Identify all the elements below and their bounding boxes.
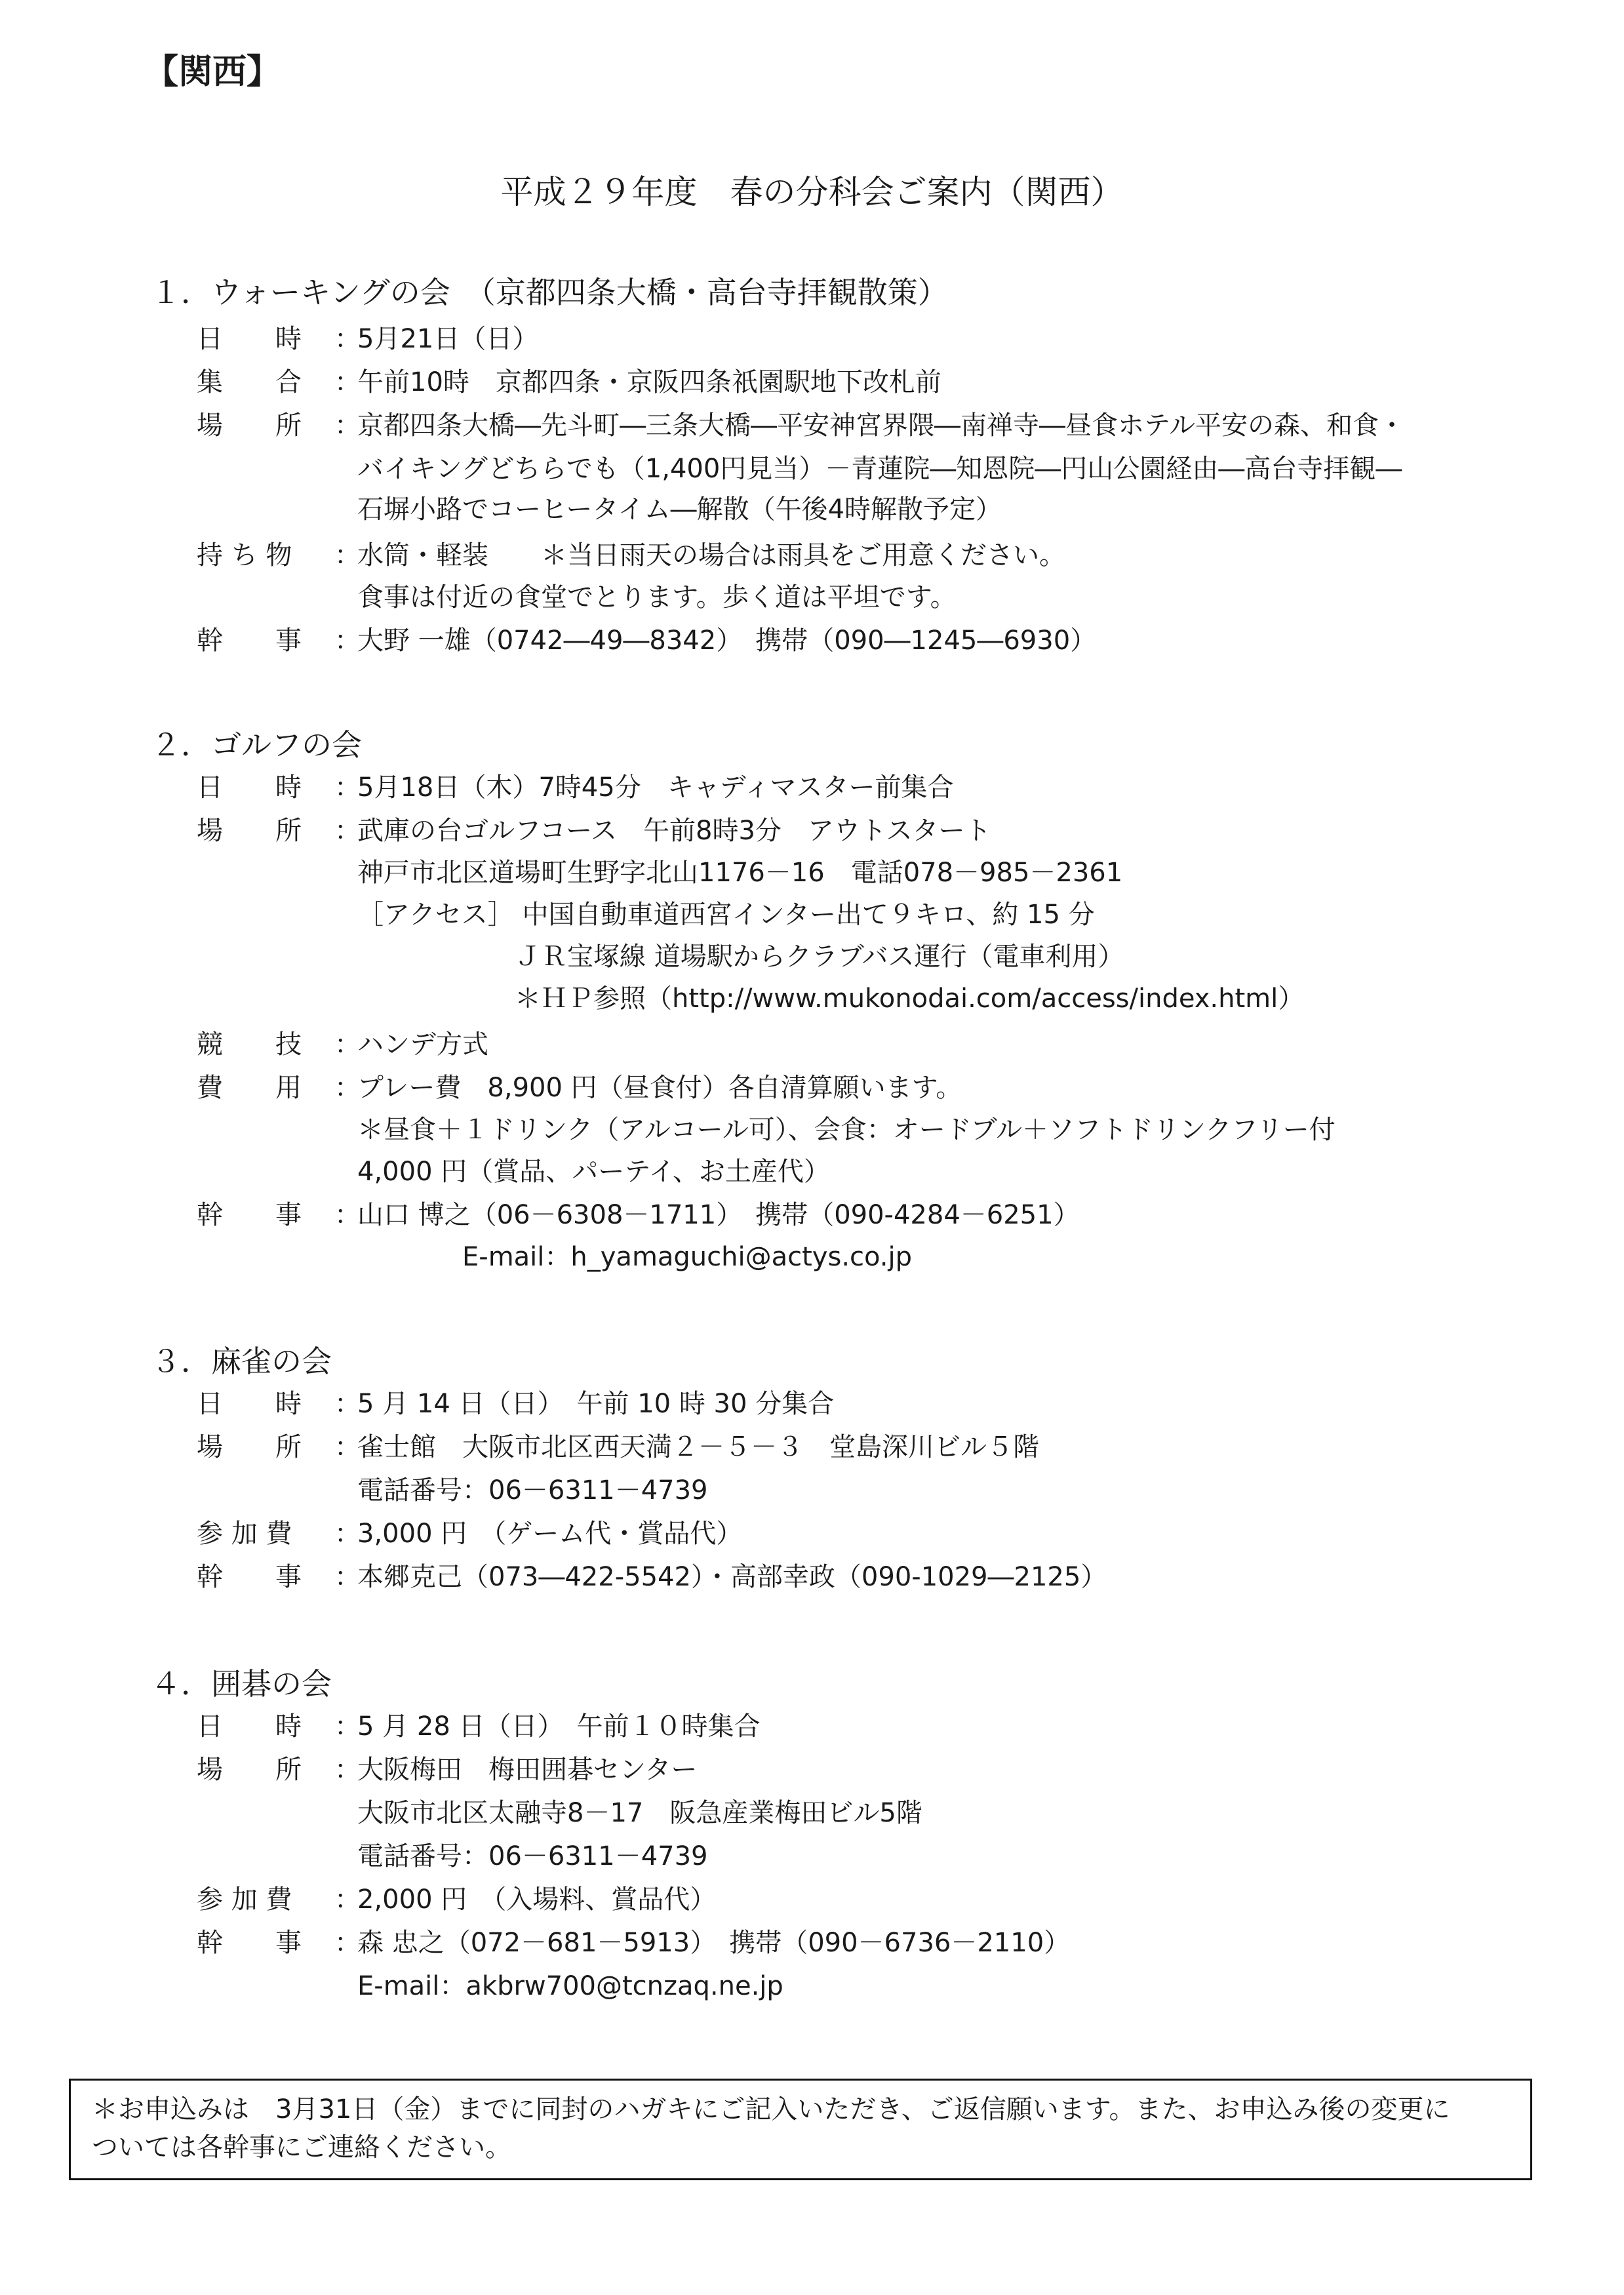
row-label: 場 所 bbox=[197, 1755, 302, 1785]
row-colon: ： bbox=[334, 1711, 361, 1742]
row-colon: ： bbox=[334, 1562, 361, 1592]
row-value: 2,000 円 （入場料、賞品代） bbox=[357, 1885, 717, 1915]
row-colon: ： bbox=[334, 367, 361, 397]
row-colon: ： bbox=[334, 324, 361, 354]
row-label: 参 加 費 bbox=[197, 1519, 292, 1549]
row-continuation: 電話番号：06－6311－4739 bbox=[357, 1475, 708, 1506]
row-value: 大阪梅田 梅田囲碁センター bbox=[357, 1755, 698, 1785]
row-label: 費 用 bbox=[197, 1073, 302, 1103]
row-value: 武庫の台ゴルフコース 午前8時3分 アウトスタート bbox=[357, 816, 991, 846]
row-colon: ： bbox=[334, 816, 361, 846]
row-label: 場 所 bbox=[197, 816, 302, 846]
row-value: 本郷克己（073―422-5542）・高部幸政（090-1029―2125） bbox=[357, 1562, 1107, 1592]
row-label: 競 技 bbox=[197, 1029, 302, 1060]
row-colon: ： bbox=[334, 626, 361, 656]
row-colon: ： bbox=[334, 1029, 361, 1060]
row-label: 幹 事 bbox=[197, 1562, 302, 1592]
section-heading-go: ４．囲碁の会 bbox=[151, 1666, 332, 1702]
row-value: 5月21日（日） bbox=[357, 324, 539, 354]
application-note-line: ついては各幹事にご連絡ください。 bbox=[92, 2132, 511, 2163]
row-label: 幹 事 bbox=[197, 626, 302, 656]
row-email: E-mail：h_yamaguchi@actys.co.jp bbox=[357, 1242, 913, 1272]
row-continuation: ＊ＨＰ参照（http://www.mukonodai.com/access/index.html） bbox=[357, 984, 1305, 1014]
row-value: 森 忠之（072－681－5913） 携帯（090－6736－2110） bbox=[357, 1928, 1071, 1958]
row-value: 午前10時 京都四条・京阪四条祇園駅地下改札前 bbox=[357, 367, 941, 397]
row-label: 持 ち 物 bbox=[197, 540, 292, 570]
row-label: 幹 事 bbox=[197, 1200, 302, 1230]
row-value: 5月18日（木）7時45分 キャディマスター前集合 bbox=[357, 772, 954, 803]
row-continuation: ＊昼食＋１ドリンク（アルコール可）、会食：オードブル＋ソフトドリンクフリー付 bbox=[357, 1115, 1336, 1145]
row-label: 日 時 bbox=[197, 1711, 302, 1742]
row-label: 日 時 bbox=[197, 772, 302, 803]
section-heading-mahjong: ３．麻雀の会 bbox=[151, 1344, 332, 1379]
row-colon: ： bbox=[334, 1885, 361, 1915]
row-colon: ： bbox=[334, 772, 361, 803]
row-colon: ： bbox=[334, 1200, 361, 1230]
row-label: 日 時 bbox=[197, 324, 302, 354]
row-continuation: 4,000 円（賞品、パーテイ、お土産代） bbox=[357, 1157, 830, 1187]
row-value: 水筒・軽装 ＊当日雨天の場合は雨具をご用意ください。 bbox=[357, 540, 1065, 570]
row-value: 3,000 円 （ゲーム代・賞品代） bbox=[357, 1519, 743, 1549]
row-continuation: 神戸市北区道場町生野字北山1176－16 電話078－985－2361 bbox=[357, 858, 1123, 888]
row-label: 場 所 bbox=[197, 410, 302, 441]
row-value: 5 月 28 日（日） 午前１０時集合 bbox=[357, 1711, 761, 1742]
row-label: 日 時 bbox=[197, 1389, 302, 1419]
row-continuation: ［アクセス］ 中国自動車道西宮インター出て９キロ、約 15 分 bbox=[357, 900, 1095, 930]
row-continuation: 石塀小路でコーヒータイム―解散（午後4時解散予定） bbox=[357, 494, 1002, 525]
row-value: ハンデ方式 bbox=[357, 1029, 488, 1060]
region-label: 【関西】 bbox=[144, 52, 281, 92]
row-value: 山口 博之（06－6308－1711） 携帯（090-4284－6251） bbox=[357, 1200, 1080, 1230]
row-colon: ： bbox=[334, 1519, 361, 1549]
row-value: プレー費 8,900 円（昼食付）各自清算願います。 bbox=[357, 1073, 962, 1103]
row-label: 場 所 bbox=[197, 1432, 302, 1462]
row-value: 京都四条大橋―先斗町―三条大橋―平安神宮界隈―南禅寺―昼食ホテル平安の森、和食・ bbox=[357, 410, 1405, 441]
row-value: 雀士館 大阪市北区西天満２－５－３ 堂島深川ビル５階 bbox=[357, 1432, 1039, 1462]
row-colon: ： bbox=[334, 1432, 361, 1462]
row-colon: ： bbox=[334, 1389, 361, 1419]
row-colon: ： bbox=[334, 1073, 361, 1103]
row-continuation: ＪＲ宝塚線 道場駅からクラブバス運行（電車利用） bbox=[357, 942, 1124, 972]
row-value: 5 月 14 日（日） 午前 10 時 30 分集合 bbox=[357, 1389, 835, 1419]
row-colon: ： bbox=[334, 1928, 361, 1958]
row-label: 幹 事 bbox=[197, 1928, 302, 1958]
section-heading-golf: ２．ゴルフの会 bbox=[151, 727, 362, 763]
row-colon: ： bbox=[334, 1755, 361, 1785]
row-continuation: バイキングどちらでも（1,400円見当）－青蓮院―知恩院―円山公園経由―高台寺拝観― bbox=[357, 454, 1402, 484]
page-title: 平成２９年度 春の分科会ご案内（関西） bbox=[500, 173, 1124, 211]
row-colon: ： bbox=[334, 410, 361, 441]
section-heading-walking: １．ウォーキングの会 （京都四条大橋・高台寺拝観散策） bbox=[151, 275, 948, 310]
row-label: 参 加 費 bbox=[197, 1885, 292, 1915]
row-value: 大野 一雄（0742―49―8342） 携帯（090―1245―6930） bbox=[357, 626, 1097, 656]
row-colon: ： bbox=[334, 540, 361, 570]
application-note-line: ＊お申込みは 3月31日（金）までに同封のハガキにご記入いただき、ご返信願います。また、お申込み後の変更に bbox=[92, 2094, 1450, 2125]
row-email: E-mail：akbrw700@tcnzaq.ne.jp bbox=[357, 1971, 783, 2001]
row-continuation: 大阪市北区太融寺8－17 阪急産業梅田ビル5階 bbox=[357, 1798, 922, 1828]
row-continuation: 電話番号：06－6311－4739 bbox=[357, 1841, 708, 1871]
row-label: 集 合 bbox=[197, 367, 302, 397]
row-continuation: 食事は付近の食堂でとります。歩く道は平坦です。 bbox=[357, 582, 957, 612]
